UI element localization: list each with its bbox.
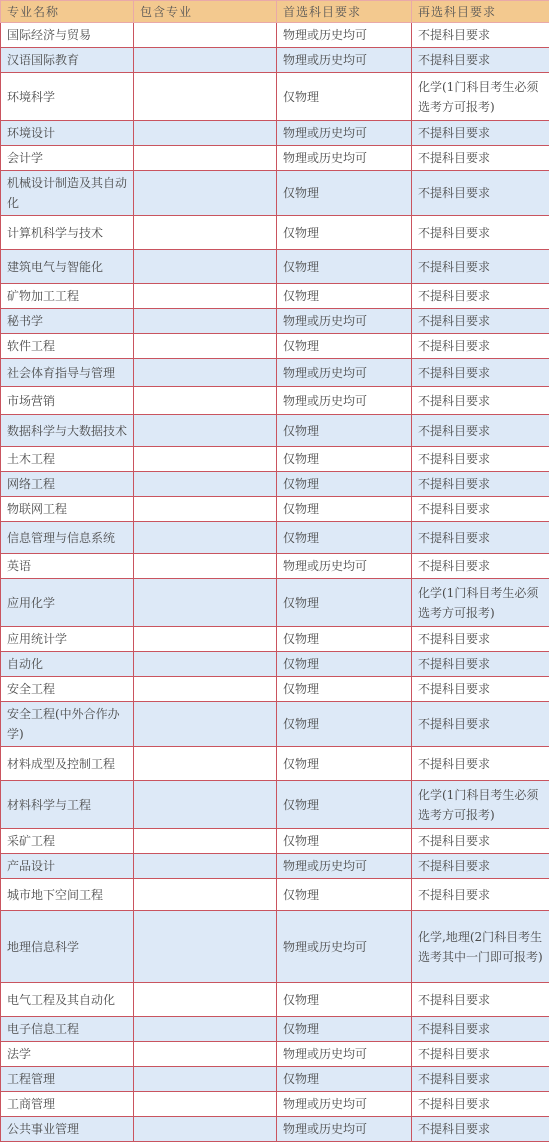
included-majors-cell (134, 146, 277, 171)
major-name-cell: 公共事业管理 (1, 1117, 134, 1142)
table-row (1, 146, 549, 171)
included-majors-cell (134, 1092, 277, 1117)
included-majors-cell (134, 677, 277, 702)
table-row (1, 309, 549, 334)
first-subject-cell: 物理或历史均可 (277, 554, 412, 579)
included-majors-cell (134, 250, 277, 284)
first-subject-cell: 仅物理 (277, 1067, 412, 1092)
second-subject-cell: 不提科目要求 (412, 1042, 549, 1067)
major-name-cell: 信息管理与信息系统 (1, 522, 134, 554)
included-majors-cell (134, 522, 277, 554)
first-subject-cell: 物理或历史均可 (277, 23, 412, 48)
major-name-cell: 环境设计 (1, 121, 134, 146)
table-row (1, 472, 549, 497)
first-subject-cell: 仅物理 (277, 447, 412, 472)
first-subject-cell: 仅物理 (277, 216, 412, 250)
major-name-cell: 材料科学与工程 (1, 781, 134, 829)
major-name-cell: 法学 (1, 1042, 134, 1067)
first-subject-cell: 仅物理 (277, 522, 412, 554)
first-subject-cell: 物理或历史均可 (277, 387, 412, 415)
header-major-name: 专业名称 (1, 1, 134, 23)
major-name-cell: 自动化 (1, 652, 134, 677)
second-subject-cell: 不提科目要求 (412, 250, 549, 284)
second-subject-cell: 不提科目要求 (412, 309, 549, 334)
included-majors-cell (134, 1117, 277, 1142)
table-row (1, 334, 549, 359)
included-majors-cell (134, 854, 277, 879)
major-name-cell: 产品设计 (1, 854, 134, 879)
included-majors-cell (134, 554, 277, 579)
major-name-cell: 采矿工程 (1, 829, 134, 854)
second-subject-cell: 不提科目要求 (412, 854, 549, 879)
second-subject-cell: 不提科目要求 (412, 1017, 549, 1042)
first-subject-cell: 仅物理 (277, 702, 412, 747)
major-name-cell: 地理信息科学 (1, 911, 134, 983)
major-name-cell: 环境科学 (1, 73, 134, 121)
included-majors-cell (134, 747, 277, 781)
major-name-cell: 工商管理 (1, 1092, 134, 1117)
second-subject-cell: 化学(1门科目考生必须选考方可报考) (412, 781, 549, 829)
included-majors-cell (134, 879, 277, 911)
first-subject-cell: 仅物理 (277, 627, 412, 652)
first-subject-cell: 仅物理 (277, 983, 412, 1017)
second-subject-cell: 化学,地理(2门科目考生选考其中一门即可报考) (412, 911, 549, 983)
table-row (1, 702, 549, 747)
included-majors-cell (134, 829, 277, 854)
table-row (1, 983, 549, 1017)
first-subject-cell: 仅物理 (277, 472, 412, 497)
major-name-cell: 建筑电气与智能化 (1, 250, 134, 284)
header-second-subject: 再选科目要求 (412, 1, 549, 23)
first-subject-cell: 物理或历史均可 (277, 1117, 412, 1142)
second-subject-cell: 不提科目要求 (412, 23, 549, 48)
second-subject-cell: 化学(1门科目考生必须选考方可报考) (412, 579, 549, 627)
major-name-cell: 城市地下空间工程 (1, 879, 134, 911)
first-subject-cell: 仅物理 (277, 284, 412, 309)
included-majors-cell (134, 1042, 277, 1067)
table-row (1, 579, 549, 627)
included-majors-cell (134, 579, 277, 627)
included-majors-cell (134, 48, 277, 73)
table-row (1, 879, 549, 911)
included-majors-cell (134, 216, 277, 250)
second-subject-cell: 不提科目要求 (412, 334, 549, 359)
first-subject-cell: 仅物理 (277, 677, 412, 702)
second-subject-cell: 不提科目要求 (412, 171, 549, 216)
first-subject-cell: 仅物理 (277, 171, 412, 216)
table-row (1, 73, 549, 121)
table-row (1, 1117, 549, 1142)
second-subject-cell: 不提科目要求 (412, 447, 549, 472)
included-majors-cell (134, 359, 277, 387)
major-name-cell: 会计学 (1, 146, 134, 171)
table-row (1, 627, 549, 652)
included-majors-cell (134, 702, 277, 747)
major-name-cell: 市场营销 (1, 387, 134, 415)
first-subject-cell: 仅物理 (277, 497, 412, 522)
first-subject-cell: 物理或历史均可 (277, 854, 412, 879)
major-name-cell: 安全工程 (1, 677, 134, 702)
table-row (1, 447, 549, 472)
table-row (1, 747, 549, 781)
second-subject-cell: 不提科目要求 (412, 415, 549, 447)
table-row (1, 171, 549, 216)
table-row (1, 829, 549, 854)
first-subject-cell: 物理或历史均可 (277, 1092, 412, 1117)
first-subject-cell: 仅物理 (277, 879, 412, 911)
header-included-majors: 包含专业 (134, 1, 277, 23)
included-majors-cell (134, 1017, 277, 1042)
major-name-cell: 软件工程 (1, 334, 134, 359)
included-majors-cell (134, 1067, 277, 1092)
major-name-cell: 网络工程 (1, 472, 134, 497)
first-subject-cell: 物理或历史均可 (277, 911, 412, 983)
second-subject-cell: 化学(1门科目考生必须选考方可报考) (412, 73, 549, 121)
second-subject-cell: 不提科目要求 (412, 627, 549, 652)
major-name-cell: 材料成型及控制工程 (1, 747, 134, 781)
second-subject-cell: 不提科目要求 (412, 497, 549, 522)
included-majors-cell (134, 171, 277, 216)
first-subject-cell: 物理或历史均可 (277, 359, 412, 387)
major-name-cell: 土木工程 (1, 447, 134, 472)
included-majors-cell (134, 121, 277, 146)
second-subject-cell: 不提科目要求 (412, 983, 549, 1017)
included-majors-cell (134, 472, 277, 497)
table-row (1, 284, 549, 309)
second-subject-cell: 不提科目要求 (412, 387, 549, 415)
second-subject-cell: 不提科目要求 (412, 1067, 549, 1092)
included-majors-cell (134, 447, 277, 472)
table-row (1, 497, 549, 522)
major-name-cell: 国际经济与贸易 (1, 23, 134, 48)
included-majors-cell (134, 309, 277, 334)
second-subject-cell: 不提科目要求 (412, 829, 549, 854)
major-name-cell: 英语 (1, 554, 134, 579)
second-subject-cell: 不提科目要求 (412, 879, 549, 911)
second-subject-cell: 不提科目要求 (412, 522, 549, 554)
second-subject-cell: 不提科目要求 (412, 702, 549, 747)
table-row (1, 48, 549, 73)
first-subject-cell: 物理或历史均可 (277, 309, 412, 334)
second-subject-cell: 不提科目要求 (412, 747, 549, 781)
first-subject-cell: 仅物理 (277, 781, 412, 829)
first-subject-cell: 仅物理 (277, 250, 412, 284)
major-name-cell: 数据科学与大数据技术 (1, 415, 134, 447)
major-name-cell: 工程管理 (1, 1067, 134, 1092)
table-row (1, 522, 549, 554)
major-name-cell: 矿物加工工程 (1, 284, 134, 309)
major-name-cell: 社会体育指导与管理 (1, 359, 134, 387)
second-subject-cell: 不提科目要求 (412, 146, 549, 171)
included-majors-cell (134, 23, 277, 48)
major-name-cell: 汉语国际教育 (1, 48, 134, 73)
first-subject-cell: 仅物理 (277, 829, 412, 854)
table-row (1, 911, 549, 983)
table-row (1, 1017, 549, 1042)
first-subject-cell: 仅物理 (277, 334, 412, 359)
table-row (1, 121, 549, 146)
table-row (1, 1092, 549, 1117)
first-subject-cell: 物理或历史均可 (277, 1042, 412, 1067)
major-name-cell: 应用化学 (1, 579, 134, 627)
included-majors-cell (134, 284, 277, 309)
second-subject-cell: 不提科目要求 (412, 554, 549, 579)
second-subject-cell: 不提科目要求 (412, 121, 549, 146)
header-row (1, 1, 549, 23)
second-subject-cell: 不提科目要求 (412, 1092, 549, 1117)
first-subject-cell: 物理或历史均可 (277, 146, 412, 171)
included-majors-cell (134, 415, 277, 447)
included-majors-cell (134, 334, 277, 359)
included-majors-cell (134, 652, 277, 677)
table-row (1, 677, 549, 702)
included-majors-cell (134, 781, 277, 829)
table-row (1, 781, 549, 829)
major-name-cell: 机械设计制造及其自动化 (1, 171, 134, 216)
major-name-cell: 应用统计学 (1, 627, 134, 652)
table-row (1, 387, 549, 415)
header-first-subject: 首选科目要求 (277, 1, 412, 23)
table-row (1, 854, 549, 879)
table-row (1, 554, 549, 579)
table-row (1, 1042, 549, 1067)
second-subject-cell: 不提科目要求 (412, 1117, 549, 1142)
included-majors-cell (134, 73, 277, 121)
table-row (1, 216, 549, 250)
first-subject-cell: 仅物理 (277, 579, 412, 627)
included-majors-cell (134, 387, 277, 415)
first-subject-cell: 仅物理 (277, 415, 412, 447)
included-majors-cell (134, 627, 277, 652)
first-subject-cell: 仅物理 (277, 747, 412, 781)
major-name-cell: 计算机科学与技术 (1, 216, 134, 250)
second-subject-cell: 不提科目要求 (412, 677, 549, 702)
first-subject-cell: 仅物理 (277, 1017, 412, 1042)
major-name-cell: 电子信息工程 (1, 1017, 134, 1042)
second-subject-cell: 不提科目要求 (412, 359, 549, 387)
second-subject-cell: 不提科目要求 (412, 216, 549, 250)
second-subject-cell: 不提科目要求 (412, 652, 549, 677)
first-subject-cell: 物理或历史均可 (277, 121, 412, 146)
table-row (1, 250, 549, 284)
included-majors-cell (134, 497, 277, 522)
first-subject-cell: 仅物理 (277, 652, 412, 677)
second-subject-cell: 不提科目要求 (412, 48, 549, 73)
first-subject-cell: 物理或历史均可 (277, 48, 412, 73)
included-majors-cell (134, 983, 277, 1017)
second-subject-cell: 不提科目要求 (412, 472, 549, 497)
major-name-cell: 安全工程(中外合作办学) (1, 702, 134, 747)
table-row (1, 652, 549, 677)
second-subject-cell: 不提科目要求 (412, 284, 549, 309)
table-row (1, 23, 549, 48)
first-subject-cell: 仅物理 (277, 73, 412, 121)
major-name-cell: 秘书学 (1, 309, 134, 334)
included-majors-cell (134, 911, 277, 983)
table-row (1, 415, 549, 447)
table-row (1, 1067, 549, 1092)
major-name-cell: 物联网工程 (1, 497, 134, 522)
major-name-cell: 电气工程及其自动化 (1, 983, 134, 1017)
table-row (1, 359, 549, 387)
table-body (1, 23, 549, 1142)
